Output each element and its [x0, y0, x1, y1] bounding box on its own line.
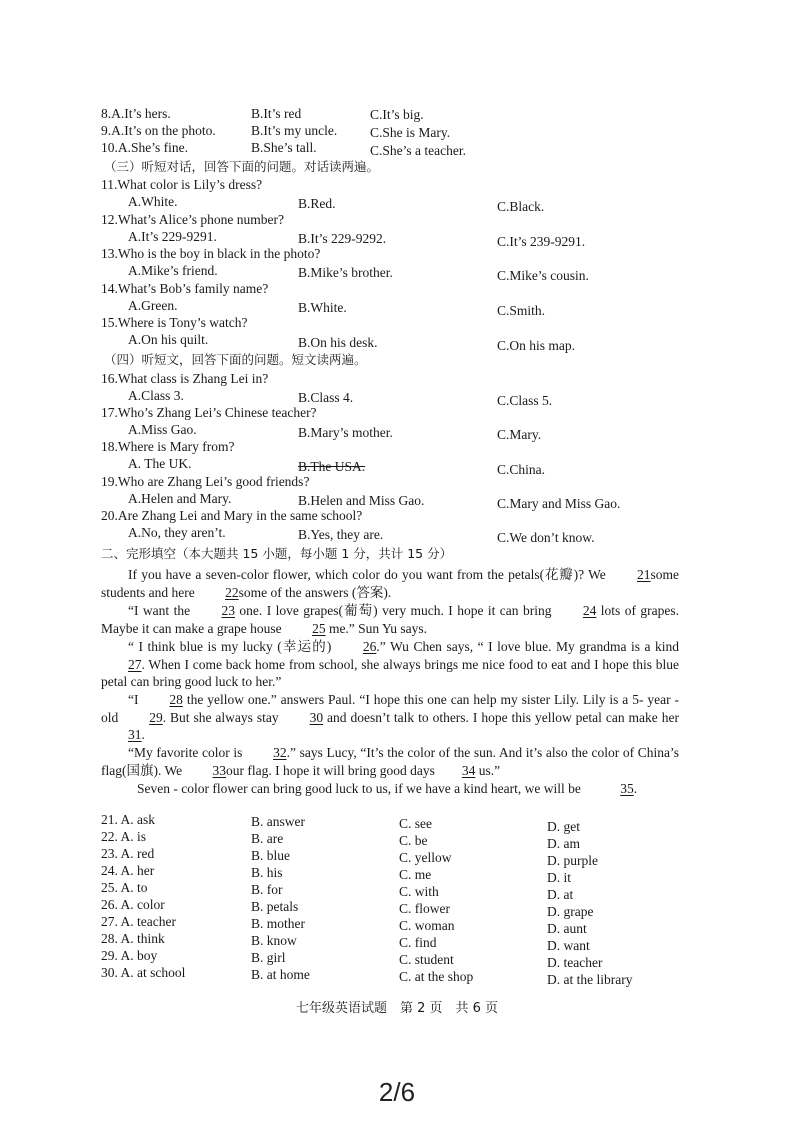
q11-option-b: B.Red. — [298, 196, 336, 211]
q23-option-c: C. yellow — [399, 850, 452, 865]
q29-option-a: 29. A. boy — [101, 948, 158, 963]
q13-option-c: C.Mike’s cousin. — [497, 268, 589, 283]
q25-option-d: D. at — [547, 887, 574, 902]
blank-33: 33 — [212, 762, 227, 778]
blank-30: 30 — [309, 709, 324, 725]
q16-option-b: B.Class 4. — [298, 390, 354, 405]
q10-option-c: C.She’s a teacher. — [370, 143, 466, 158]
q15-option-a: A.On his quilt. — [128, 332, 209, 347]
q24-option-c: C. me — [399, 867, 432, 882]
q25-option-c: C. with — [399, 884, 439, 899]
q17-option-b: B.Mary’s mother. — [298, 425, 393, 440]
blank-24: 24 — [582, 603, 597, 618]
q12-option-c: C.It’s 239-9291. — [497, 234, 586, 249]
blank-25: 25 — [312, 620, 326, 636]
q13-option-a: A.Mike’s friend. — [128, 263, 218, 278]
q9-option-c: C.She is Mary. — [370, 125, 451, 140]
q27-option-a: 27. A. teacher — [101, 914, 176, 929]
q22-option-d: D. am — [547, 836, 580, 851]
blank-22: 22 — [225, 584, 239, 600]
cloze-text: . When I come back home from school, she always brings me nice food to eat and I hope this blue petal can bring good luck to her.” — [101, 656, 679, 689]
q19-option-c: C.Mary and Miss Gao. — [497, 496, 621, 511]
q30-option-b: B. at home — [251, 967, 310, 982]
q23-option-b: B. blue — [251, 848, 290, 863]
blank-32: 32 — [273, 745, 287, 760]
cloze-text: and doesn’t talk to others. I hope this yellow petal can make her — [323, 709, 679, 725]
cloze-text: . But she always stay — [162, 709, 283, 725]
q13-question: 13.Who is the boy in black in the photo? — [101, 246, 321, 261]
q19-option-a: A.Helen and Mary. — [128, 491, 232, 506]
cloze-paragraph-2 — [101, 602, 679, 637]
cloze-text: . — [633, 781, 638, 796]
q14-option-a: A.Green. — [128, 298, 178, 313]
cloze-paragraph-5 — [101, 744, 679, 779]
q8-option-c: C.It’s big. — [370, 107, 424, 122]
q23-option-a: 23. A. red — [101, 846, 155, 861]
q22-option-b: B. are — [251, 831, 284, 846]
q28-option-d: D. want — [547, 938, 590, 953]
blank-23: 23 — [221, 603, 235, 618]
q12-option-a: A.It’s 229-9291. — [128, 229, 217, 244]
cloze-text: lots of grapes. Maybe it can make a grape house — [101, 603, 680, 636]
q15-option-b: B.On his desk. — [298, 335, 378, 350]
q13-option-b: B.Mike’s brother. — [298, 265, 393, 280]
q26-option-c: C. flower — [399, 901, 450, 916]
section4-header: （四）听短文，回答下面的问题。短文读两遍。 — [104, 352, 367, 367]
q17-option-a: A.Miss Gao. — [128, 422, 197, 437]
q14-option-b: B.White. — [298, 300, 347, 315]
q18-option-b: B.The USA. — [298, 459, 366, 474]
q15-question: 15.Where is Tony’s watch? — [101, 315, 248, 330]
q26-option-b: B. petals — [251, 899, 299, 914]
q8-option-b: B.It’s red — [251, 106, 302, 121]
q22-option-a: 22. A. is — [101, 829, 147, 844]
q29-option-c: C. student — [399, 952, 454, 967]
q12-question: 12.What’s Alice’s phone number? — [101, 212, 284, 227]
q25-option-b: B. for — [251, 882, 283, 897]
q14-option-c: C.Smith. — [497, 303, 546, 318]
q11-option-a: A.White. — [128, 194, 178, 209]
q28-option-a: 28. A. think — [101, 931, 165, 946]
cloze-paragraph-6 — [101, 780, 679, 798]
q26-option-d: D. grape — [547, 904, 594, 919]
q26-option-a: 26. A. color — [101, 897, 165, 912]
cloze-text: some of the answers (答案). — [238, 584, 392, 600]
blank-31: 31 — [128, 727, 142, 742]
cloze-text: “My favorite color is — [128, 745, 247, 760]
q20-question: 20.Are Zhang Lei and Mary in the same school? — [101, 508, 363, 523]
q22-option-c: C. be — [399, 833, 428, 848]
q12-option-b: B.It’s 229-9292. — [298, 231, 387, 246]
cloze-paragraph-1 — [101, 566, 679, 601]
q24-option-d: D. it — [547, 870, 572, 885]
cloze-text: “ I think blue is my lucky (幸运的) — [128, 639, 336, 654]
q30-option-d: D. at the library — [547, 972, 633, 987]
q29-option-d: D. teacher — [547, 955, 603, 970]
blank-21: 21 — [637, 567, 651, 582]
q21-option-b: B. answer — [251, 814, 305, 829]
cloze-text: some students and here — [101, 567, 679, 600]
q14-question: 14.What’s Bob’s family name? — [101, 281, 269, 296]
cloze-text: one. I love grapes(葡萄) very much. I hope it can bring — [235, 603, 556, 618]
blank-34: 34 — [461, 762, 476, 778]
q27-option-b: B. mother — [251, 916, 305, 931]
cloze-text: us.” — [475, 762, 501, 778]
q23-option-d: D. purple — [547, 853, 598, 868]
q8-option-a: 8.A.It’s hers. — [101, 106, 171, 121]
page-indicator: 2/6 — [378, 1077, 416, 1107]
q29-option-b: B. girl — [251, 950, 286, 965]
q20-option-a: A.No, they aren’t. — [128, 525, 226, 540]
q21-option-c: C. see — [399, 816, 432, 831]
q25-option-a: 25. A. to — [101, 880, 148, 895]
page-footer: 七年级英语试题 第 2 页 共 6 页 — [295, 1001, 499, 1016]
q18-option-a: A. The UK. — [128, 456, 192, 471]
cloze-text: . — [141, 727, 145, 742]
q15-option-c: C.On his map. — [497, 338, 576, 353]
cloze-text: “I — [128, 692, 143, 707]
q24-option-a: 24. A. her — [101, 863, 155, 878]
q19-question: 19.Who are Zhang Lei’s good friends? — [101, 474, 310, 489]
q11-option-c: C.Black. — [497, 199, 545, 214]
q21-option-a: 21. A. ask — [101, 812, 155, 827]
q27-option-c: C. woman — [399, 918, 455, 933]
cloze-text: our flag. I hope it will bring good days — [226, 762, 435, 778]
q21-option-d: D. get — [547, 819, 580, 834]
q9-option-a: 9.A.It’s on the photo. — [101, 123, 216, 138]
section3-header: （三）听短对话，回答下面的问题。对话读两遍。 — [104, 159, 380, 174]
q10-option-b: B.She’s tall. — [251, 140, 317, 155]
cloze-header: 二、完形填空（本大题共 15 小题，每小题 1 分，共计 15 分） — [101, 546, 453, 561]
cloze-paragraph-4 — [101, 691, 679, 744]
cloze-text: Seven - color flower can bring good luck to us, if we have a kind heart, we will be — [137, 781, 585, 796]
q18-question: 18.Where is Mary from? — [101, 439, 235, 454]
blank-26: 26 — [362, 639, 377, 654]
q30-option-a: 30. A. at school — [101, 965, 186, 980]
cloze-text: me.” Sun Yu says. — [325, 620, 428, 636]
q18-option-c: C.China. — [497, 462, 546, 477]
q17-option-c: C.Mary. — [497, 427, 542, 442]
q27-option-d: D. aunt — [547, 921, 587, 936]
q24-option-b: B. his — [251, 865, 283, 880]
blank-28: 28 — [169, 692, 183, 707]
cloze-text: If you have a seven-color flower, which color do you want from the petals(花瓣)? We — [128, 567, 610, 582]
q16-option-a: A.Class 3. — [128, 388, 184, 403]
blank-27: 27 — [128, 656, 142, 672]
q10-option-a: 10.A.She’s fine. — [101, 140, 188, 155]
blank-29: 29 — [149, 709, 163, 725]
cloze-paragraph-3 — [101, 638, 679, 691]
q30-option-c: C. at the shop — [399, 969, 474, 984]
q28-option-b: B. know — [251, 933, 297, 948]
cloze-text: the yellow one.” answers Paul. “I hope this one can help my sister Lily. Lily is a 5- year - old — [101, 692, 679, 725]
q9-option-b: B.It’s my uncle. — [251, 123, 338, 138]
q20-option-c: C.We don’t know. — [497, 530, 595, 545]
q17-question: 17.Who’s Zhang Lei’s Chinese teacher? — [101, 405, 317, 420]
q11-question: 11.What color is Lily’s dress? — [101, 177, 263, 192]
cloze-text: .” Wu Chen says, “ I love blue. My grandma is a kind — [376, 639, 679, 654]
cloze-text: “I want the — [128, 603, 195, 618]
blank-35: 35 — [620, 781, 634, 796]
cloze-text: .” says Lucy, “It’s the color of the sun. And it’s also the color of China’s flag(国旗). We — [101, 745, 680, 778]
q16-question: 16.What class is Zhang Lei in? — [101, 371, 269, 386]
q19-option-b: B.Helen and Miss Gao. — [298, 493, 425, 508]
q20-option-b: B.Yes, they are. — [298, 527, 384, 542]
q28-option-c: C. find — [399, 935, 437, 950]
q16-option-c: C.Class 5. — [497, 393, 553, 408]
